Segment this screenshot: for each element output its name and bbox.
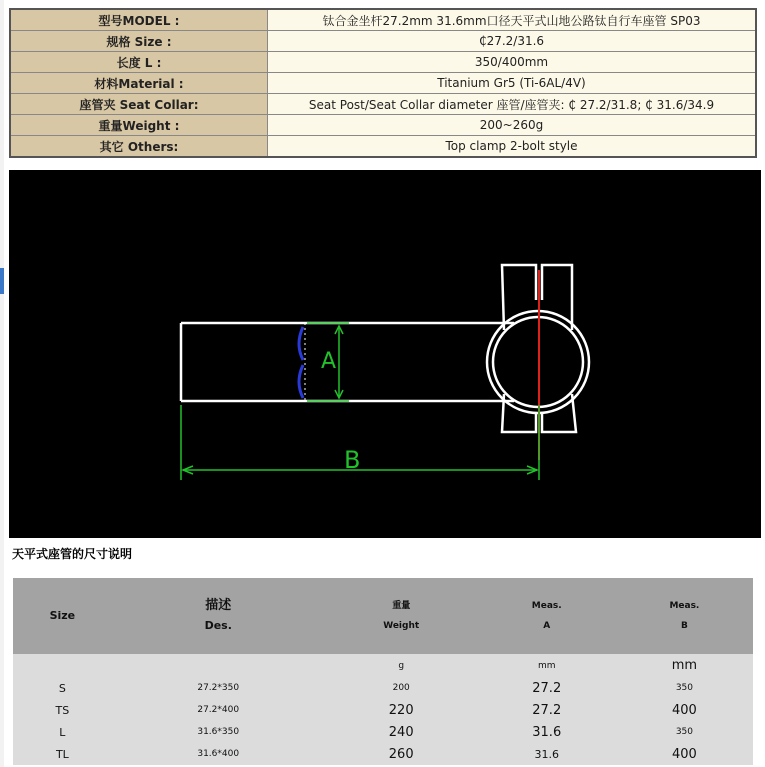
cell-a: 31.6 (478, 743, 616, 765)
cell-size: TL (13, 743, 112, 765)
header-description (112, 578, 325, 654)
cell-weight: 200 (325, 677, 478, 699)
cell-b: 350 (616, 677, 753, 699)
section-arc-lower (299, 365, 303, 398)
header-a-top: Meas. (531, 601, 562, 611)
table-row (13, 743, 753, 765)
spec-row-model (10, 9, 756, 31)
cell-size: S (13, 677, 112, 699)
spec-table (9, 8, 757, 158)
spec-row-others (10, 136, 756, 158)
dim-a-label: A (321, 349, 337, 374)
spec-row-material (10, 73, 756, 94)
spec-key: 材料Material : (10, 73, 268, 94)
header-size (13, 578, 112, 654)
header-b-top: Meas. (669, 601, 700, 611)
spec-key: 型号MODEL : (10, 9, 268, 31)
header-weight (325, 578, 478, 654)
section-caption: 天平式座管的尺寸说明 (12, 547, 133, 561)
spec-key: 规格 Size : (10, 31, 268, 52)
spec-value: ₵27.2/31.6 (268, 31, 757, 52)
cell-des: 27.2*400 (112, 699, 325, 721)
cell-des: 31.6*400 (112, 743, 325, 765)
header-meas-a (478, 578, 616, 654)
scroll-marker (0, 268, 4, 294)
table-row (13, 677, 753, 699)
unit-des (112, 654, 325, 677)
header-des-cn: 描述 (205, 598, 232, 613)
section-arcs (299, 327, 303, 398)
spec-key: 其它 Others: (10, 136, 268, 158)
units-row (13, 654, 753, 677)
header-meas-b (616, 578, 753, 654)
seatpost-drawing (9, 170, 761, 538)
header-weight-en: Weight (383, 621, 420, 631)
spec-row-size (10, 31, 756, 52)
cell-a: 27.2 (478, 677, 616, 699)
header-size-label: Size (49, 609, 76, 622)
spec-key: 长度 L : (10, 52, 268, 73)
size-table (13, 578, 753, 765)
post-outline (181, 323, 514, 401)
cell-weight: 260 (325, 743, 478, 765)
unit-weight: g (325, 654, 478, 677)
spec-key: 重量Weight : (10, 115, 268, 136)
cell-des: 31.6*350 (112, 721, 325, 743)
section-arc-upper (299, 327, 303, 360)
cell-b: 350 (616, 721, 753, 743)
dim-b-label: B (344, 446, 361, 474)
seatpost-diagram (9, 170, 761, 538)
spec-value: Titanium Gr5 (Ti-6AL/4V) (268, 73, 757, 94)
cell-a: 27.2 (478, 699, 616, 721)
spec-row-weight (10, 115, 756, 136)
header-a-bottom: A (543, 621, 551, 631)
table-row (13, 699, 753, 721)
cell-des: 27.2*350 (112, 677, 325, 699)
spec-key: 座管夹 Seat Collar: (10, 94, 268, 115)
spec-row-length (10, 52, 756, 73)
spec-row-seat-collar (10, 94, 756, 115)
cell-b: 400 (616, 743, 753, 765)
spec-value: Seat Post/Seat Collar diameter 座管/座管夹: ₵ 27.2/31.8; ₵ 31.6/34.9 (268, 94, 757, 115)
cell-a: 31.6 (478, 721, 616, 743)
cell-size: TS (13, 699, 112, 721)
spec-value: 钛合金坐杆27.2mm 31.6mm口径天平式山地公路钛自行车座管 SP03 (268, 9, 757, 31)
spec-value: Top clamp 2-bolt style (268, 136, 757, 158)
spec-value: 200~260g (268, 115, 757, 136)
unit-b: mm (616, 654, 753, 677)
header-weight-cn: 重量 (392, 601, 411, 611)
header-b-bottom: B (680, 621, 688, 631)
header-des-en: Des. (204, 619, 232, 632)
unit-a: mm (478, 654, 616, 677)
unit-size (13, 654, 112, 677)
table-row (13, 721, 753, 743)
cell-weight: 240 (325, 721, 478, 743)
size-table-header (13, 578, 753, 654)
cell-weight: 220 (325, 699, 478, 721)
cell-b: 400 (616, 699, 753, 721)
cell-size: L (13, 721, 112, 743)
spec-value: 350/400mm (268, 52, 757, 73)
window-edge (0, 0, 4, 767)
